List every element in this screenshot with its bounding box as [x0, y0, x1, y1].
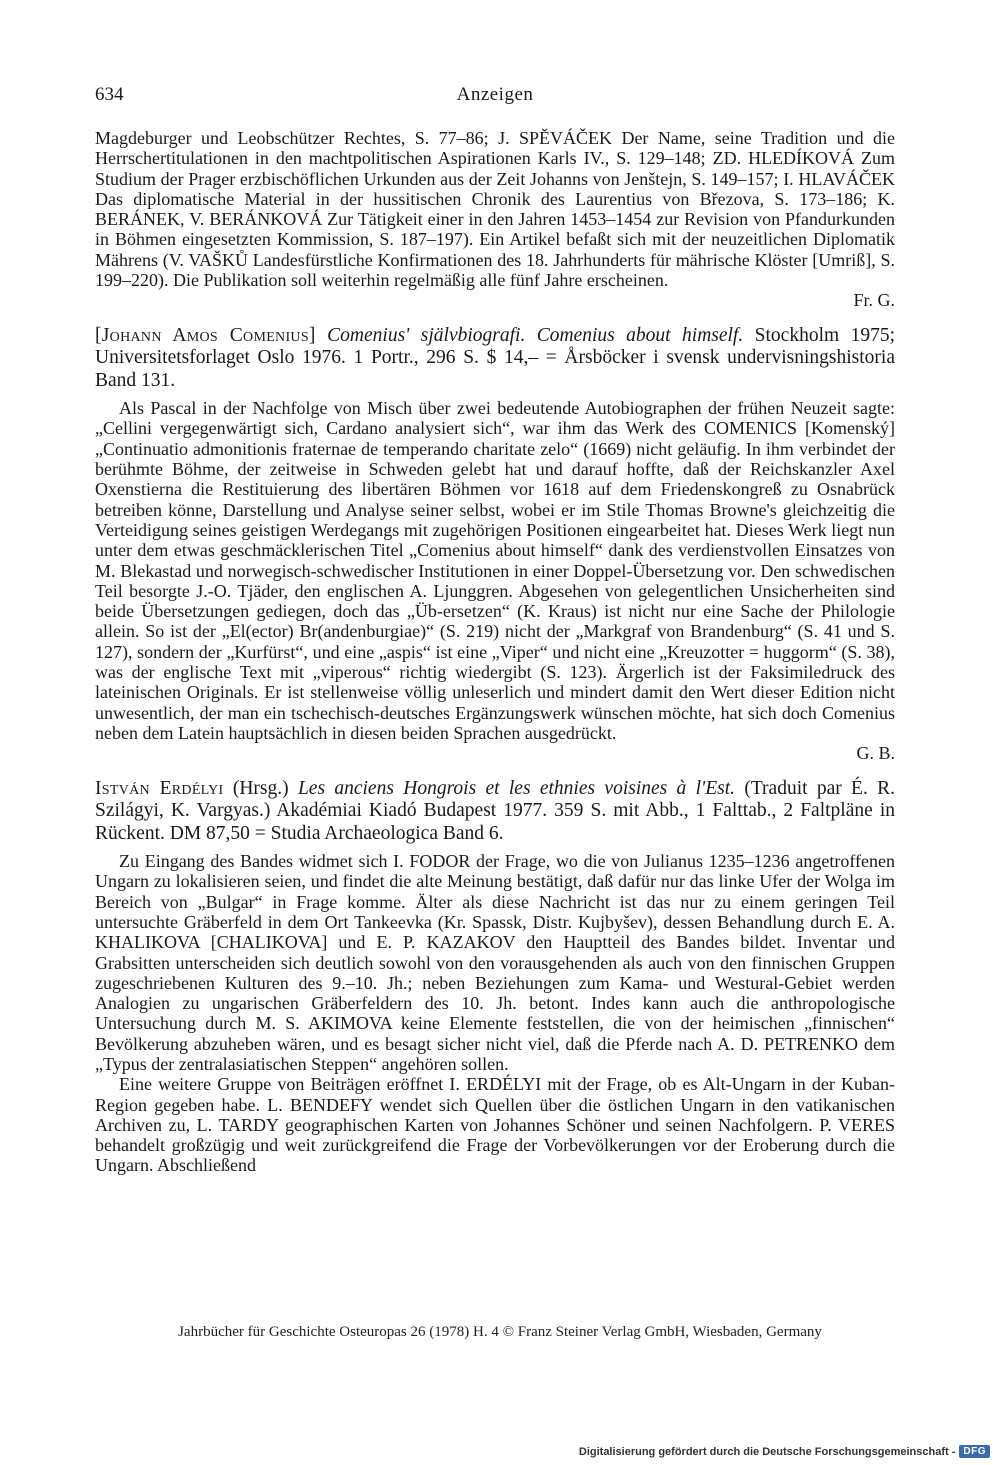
- review1-signature: G. B.: [856, 743, 895, 764]
- review2-paragraph-2: Eine weitere Gruppe von Beiträgen eröffnet I. ERDÉLYI mit der Frage, ob es Alt-Ungarn in der Kuban-Region gegeben habe. L. BENDEFY wendet sich Quellen über die östlichen Ungarn in den vatikanischen Archiven zu, L. TARDY geographischen Karten von Johannes Schöner und seinen Nachfolgern. P. VERES behandelt großzügig und weit zurückgreifend die Frage der Vorbevölkerungen vor der Eroberung durch die Ungarn. Abschließend: [95, 1074, 895, 1176]
- dfg-logo-icon: DFG: [959, 1445, 990, 1458]
- review2-paragraph-1: Zu Eingang des Bandes widmet sich I. FODOR der Frage, wo die von Julianus 1235–1236 angetroffenen Ungarn zu lokalisieren seien, und findet die alte Meinung bestätigt, daß dafür nur das linke Ufer der Wolga im Bereich von „Bulgar“ in Frage komme. Älter als diese Nachricht ist das nur zu einem geringen Teil untersuchte Gräberfeld in dem Ort Tankeevka (Kr. Spassk, Distr. Kujbyšev), dessen Behandlung durch E. A. KHALIKOVA [CHALIKOVA] und E. P. KAZAKOV den Hauptteil des Bandes bildet. Inventar und Grabsitten unterscheiden sich deutlich sowohl von den vorausgehenden als auch von den finnischen Gruppen zugeschriebenen Kulturen des 9.–10. Jh.; neben Beziehungen zum Kama- und Westural-Gebiet werden Analogien zu ungarischen Gräberfeldern des 10. Jh. betont. Indes kann auch die anthropologische Untersuchung durch M. S. AKIMOVA keine Elemente feststellen, die von der heimischen „finnischen“ Bevölkerung abzuheben wären, und es besagt sicher nicht viel, daß die Pferde nach A. D. PETRENKO dem „Typus der zentralasiatischen Steppen“ angehören sollen.: [95, 851, 895, 1074]
- review1-body: Als Pascal in der Nachfolge von Misch über zwei bedeutende Autobiographen der frühen Neuzeit sagte: „Cellini vergegenwärtigt sich, Cardano analysiert sich“, war ihm das Werk des COMENICS [Komenský] „Continuatio admonitionis fraternae de temperando charitate zelo“ (1669) nicht geläufig. In ihm verbindet der berühmte Böhme, der zeitweise in Schweden gelebt hat und darauf hoffte, daß der Reichskanzler Axel Oxenstierna die Restituierung des libertären Böhmen vor 1618 auf dem Friedenskongreß zu Osnabrück betreiben könne, Darstellung und Analyse seiner selbst, wobei er im Stile Thomas Browne's gleichzeitig die Verteidigung seines geistigen Werdegangs mit zugehörigen Positionen eingearbeitet hat. Dieses Werk liegt nun unter dem etwas geschmäcklerischen Titel „Comenius about himself“ dank des verdienstvollen Einsatzes von M. Blekastad und norwegisch-schwedischer Institutionen in einer Doppel-Übersetzung vor. Den schwedischen Teil besorgte J.-O. Tjäder, den englischen A. Ljunggren. Abgesehen von gelegentlichen Unsicherheiten sind beide Übersetzungen gediegen, doch das „Üb-ersetzen“ (K. Kraus) ist nicht nur eine Sache der Philologie allein. So ist der „El(ector) Br(andenburgiae)“ (S. 219) nicht der „Markgraf von Brandenburg“ (S. 41 und S. 127), sondern der „Kurfürst“, und eine „aspis“ ist eine „Viper“ und nicht eine „Kreuzotter = huggorm“ (S. 38), was der englische Text mit „viperous“ richtig wiedergibt (S. 123). Ärgerlich ist der Faksimiledruck des lateinischen Originals. Er ist stellenweise völlig unleserlich und mindert damit den Wert dieser Edition nicht unwesentlich, der man ein tschechisch-deutsches Ergänzungswerk wünschen möchte, hat sich doch Comenius neben dem Latein hauptsächlich in diesen beiden Sprachen ausgedrückt.: [95, 398, 895, 743]
- review1-block: [95, 398, 895, 763]
- text-column: [95, 128, 895, 1176]
- digitization-notice[interactable]: [579, 1445, 990, 1458]
- continuation-text: Magdeburger und Leobschützer Rechtes, S. 77–86; J. SPĚVÁČEK Der Name, seine Tradition und die Herrschertitulationen in den machtpolitischen Aspirationen Karls IV., S. 129–148; ZD. HLEDÍKOVÁ Zum Studium der Prager erzbischöflichen Urkunden aus der Zeit Johanns von Jenštejn, S. 149–157; I. HLAVÁČEK Das diplomatische Material in der hussitischen Chronik des Laurentius von Březova, S. 173–186; K. BERÁNEK, V. BERÁNKOVÁ Zur Tätigkeit einer in den Jahren 1453–1454 zur Revision von Pfandurkunden in Böhmen eingesetzten Kommission, S. 187–197). Ein Artikel befaßt sich mit der neuzeitlichen Diplomatik Mährens (V. VAŠKŮ Landesfürstliche Konfirmationen des 18. Jahrhunderts für mährische Klöster [Umriß], S. 199–220). Die Publikation soll weiterhin regelmäßig alle fünf Jahre erscheinen.: [95, 128, 895, 291]
- review1-heading: [95, 325, 895, 393]
- review2-editor-note: (Hrsg.): [232, 777, 289, 799]
- review2-heading: [95, 778, 895, 846]
- continuation-block: [95, 128, 895, 311]
- review2-title: Les anciens Hongrois et les ethnies voisines à l'Est.: [297, 777, 735, 799]
- review2-author: István Erdélyi: [95, 777, 224, 799]
- digitization-text: Digitalisierung gefördert durch die Deutsche Forschungsgemeinschaft -: [578, 1445, 956, 1458]
- publisher-credit: Jahrbücher für Geschichte Osteuropas 26 (1978) H. 4 © Franz Steiner Verlag GmbH, Wiesbaden, Germany: [178, 1324, 822, 1340]
- continuation-signature: Fr. G.: [853, 290, 895, 311]
- review1-author: [Johann Amos Comenius]: [95, 324, 316, 346]
- running-title: Anzeigen: [456, 84, 534, 105]
- review1-title: Comenius' självbiografi. Comenius about himself.: [327, 324, 744, 346]
- review2-bibliographic: (Traduit par É. R. Szilágyi, K. Vargyas.) Akadémiai Kiadó Budapest 1977. 359 S. mit Abb., 1 Falttab., 2 Faltpläne in Rückent. DM 87,50 = Studia Archaeologica Band 6.: [95, 777, 896, 844]
- review1-bibliographic: Stockholm 1975; Universitetsforlaget Oslo 1976. 1 Portr., 296 S. $ 14,– = Årsböcker i svensk undervisningshistoria Band 131.: [95, 324, 896, 391]
- page-number: 634: [95, 84, 124, 105]
